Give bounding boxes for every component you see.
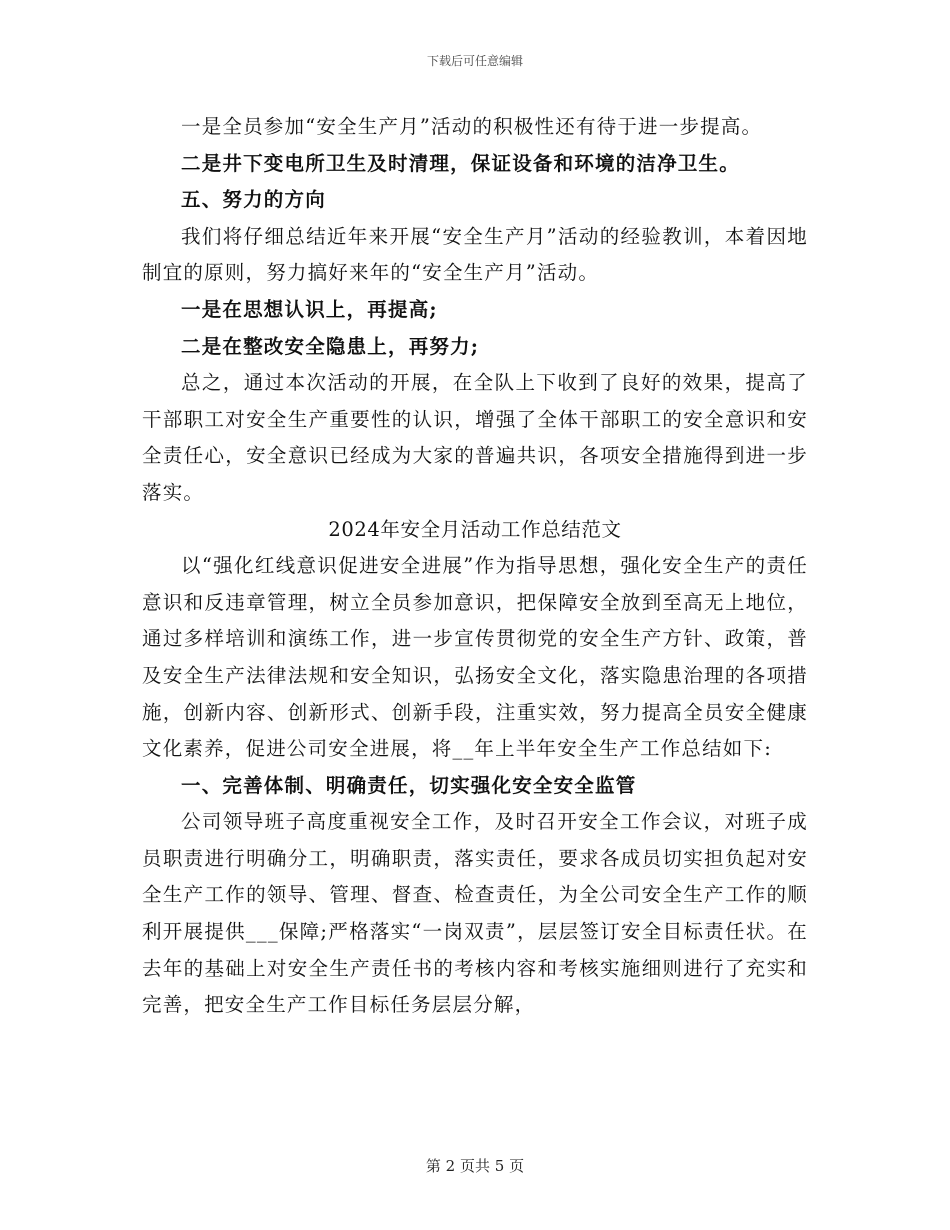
- document-body: [142, 109, 808, 1024]
- paragraph-guiding-thought: 以“强化红线意识促进安全进展”作为指导思想，强化安全生产的责任意识和反违章管理，树立全员参加意识，把保障安全放到至高无上地位，通过多样培训和演练工作，进一步宣传贯彻党的安全生产方针、政策，普及安全生产法律法规和安全知识，弘扬安全文化，落实隐患治理的各项措施，创新内容、创新形式、创新手段，注重实效，努力提高全员安全健康文化素养，促进公司安全进展，将__年上半年安全生产工作总结如下:: [142, 554, 808, 761]
- document-title: 2024年安全月活动工作总结范文: [328, 517, 622, 541]
- paragraph-direction-one: 一是在思想认识上，再提高;: [181, 297, 438, 321]
- paragraph-direction-two: 二是在整改安全隐患上，再努力;: [181, 334, 480, 358]
- paragraph-leadership: 公司领导班子高度重视安全工作，及时召开安全工作会议，对班子成员职责进行明确分工，明确职责，落实责任，要求各成员切实担负起对安全生产工作的领导、管理、督查、检查责任，为全公司安全生产工作的顺利开展提供___保障;严格落实“一岗双责”，层层签订安全目标责任状。在去年的基础上对安全生产责任书的考核内容和考核实施细则进行了充实和完善，把安全生产工作目标任务层层分解，: [142, 810, 808, 1017]
- paragraph-issue-one: 一是全员参加“安全生产月”活动的积极性还有待于进一步提高。: [181, 115, 763, 138]
- page-header: 下载后可任意编辑: [426, 54, 523, 68]
- section-heading-system: 一、完善体制、明确责任，切实强化安全安全监管: [181, 773, 637, 797]
- paragraph-issue-two: 二是井下变电所卫生及时清理，保证设备和环境的洁净卫生。: [181, 151, 740, 175]
- page-footer: 第 2 页共 5 页: [425, 1157, 525, 1175]
- section-heading-direction: 五、努力的方向: [181, 188, 326, 212]
- paragraph-direction-intro: 我们将仔细总结近年来开展“安全生产月”活动的经验教训，本着因地制宜的原则，努力搞好来年的“安全生产月”活动。: [142, 224, 808, 285]
- paragraph-conclusion: 总之，通过本次活动的开展，在全队上下收到了良好的效果，提高了干部职工对安全生产重要性的认识，增强了全体干部职工的安全意识和安全责任心，安全意识已经成为大家的普遍共识，各项安全措施得到进一步落实。: [142, 371, 808, 504]
